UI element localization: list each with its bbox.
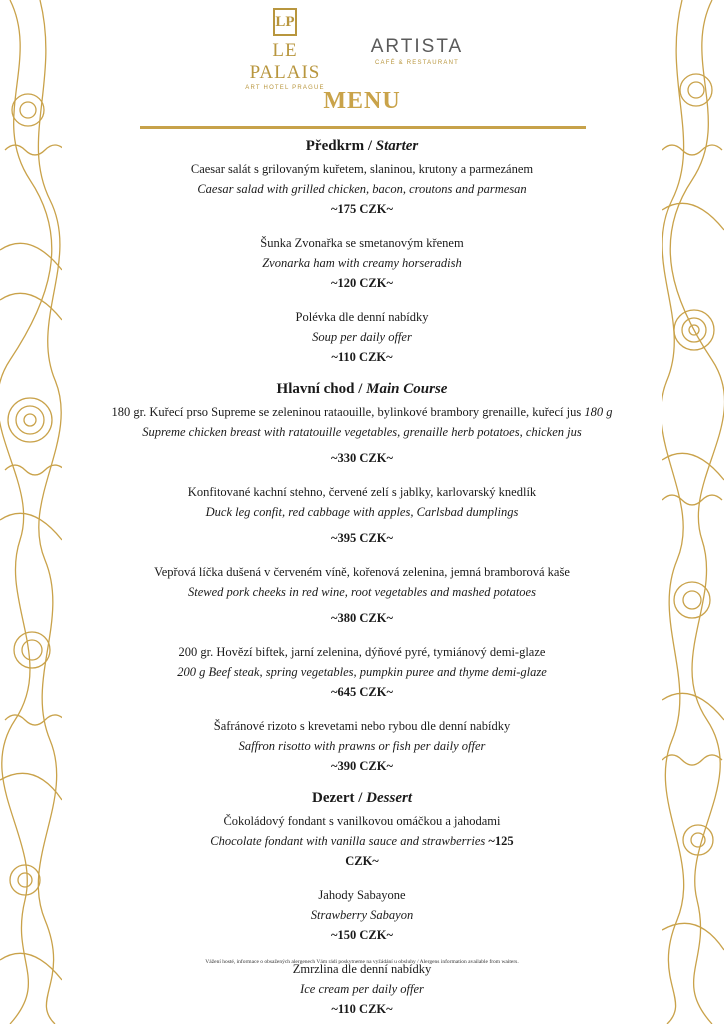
- item-price: ~110 CZK~: [331, 1002, 393, 1016]
- item-name-en: Supreme chicken breast with ratatouille vegetables, grenaille herb potatoes, chicken jus: [142, 425, 582, 439]
- item-price: ~120 CZK~: [331, 276, 393, 290]
- logo-bar: [62, 6, 662, 91]
- section-heading-main-course: Hlavní chod / Main Course: [276, 381, 448, 397]
- item-name-cz: Polévka dle denní nabídky: [295, 310, 429, 324]
- item-name-cz: Jahody Sabayone: [318, 888, 406, 902]
- item-name-en: Zvonarka ham with creamy horseradish: [262, 256, 462, 270]
- item-name-cz: Vepřová líčka dušená v červeném víně, kořenová zelenina, jemná bramborová kaše: [154, 565, 570, 579]
- item-name-cz: 200 gr. Hovězí biftek, jarní zelenina, dýňové pyré, tymiánový demi-glaze: [178, 645, 546, 659]
- menu-item: [62, 959, 662, 1019]
- menu-item: [62, 159, 662, 219]
- item-price: ~390 CZK~: [331, 759, 393, 773]
- item-name-en: Chocolate fondant with vanilla sauce and strawberries ~125: [210, 834, 514, 848]
- le-palais-monogram-icon: LP: [273, 8, 297, 36]
- item-name-cz: 180 gr. Kuřecí prso Supreme se zeleninou rataouille, bylinkové brambory grenaille, kuřecí jus 180 g: [111, 405, 613, 419]
- item-price: ~150 CZK~: [331, 928, 393, 942]
- menu-body: [62, 138, 662, 1019]
- menu-item: [62, 885, 662, 945]
- item-name-cz: Caesar salát s grilovaným kuřetem, slaninou, krutony a parmezánem: [190, 162, 534, 176]
- le-palais-subtitle: ART HOTEL PRAGUE: [245, 85, 325, 91]
- item-name-en: Caesar salad with grilled chicken, bacon, croutons and parmesan: [197, 182, 527, 196]
- menu-item: [62, 482, 662, 548]
- item-price: ~645 CZK~: [331, 685, 393, 699]
- item-name-en: Stewed pork cheeks in red wine, root vegetables and mashed potatoes: [188, 585, 536, 599]
- item-name-cz: Zmrzlina dle denní nabídky: [292, 962, 432, 976]
- item-name-cz: Čokoládový fondant s vanilkovou omáčkou a jahodami: [223, 814, 501, 828]
- item-price-continued: CZK~: [345, 854, 379, 868]
- menu-item: [62, 402, 662, 468]
- item-name-en: 200 g Beef steak, spring vegetables, pumpkin puree and thyme demi-glaze: [177, 665, 547, 679]
- item-name-en: Duck leg confit, red cabbage with apples, Carlsbad dumplings: [205, 505, 519, 519]
- section-heading-dessert: Dezert / Dessert: [312, 790, 412, 806]
- item-name-en: Ice cream per daily offer: [300, 982, 424, 996]
- title-divider: [140, 126, 586, 129]
- le-palais-name: LE PALAIS: [249, 40, 321, 83]
- le-palais-logo: [240, 8, 330, 91]
- menu-item: [62, 233, 662, 293]
- menu-title: MENU: [323, 88, 401, 114]
- item-price: ~110 CZK~: [331, 350, 393, 364]
- item-price: ~330 CZK~: [331, 451, 393, 465]
- ornamental-border-left: [0, 0, 62, 1024]
- item-price: ~380 CZK~: [331, 611, 393, 625]
- item-price: ~395 CZK~: [331, 531, 393, 545]
- item-name-cz: Konfitované kachní stehno, červené zelí s jablky, karlovarský knedlík: [187, 485, 537, 499]
- item-name-en: Saffron risotto with prawns or fish per daily offer: [238, 739, 486, 753]
- artista-logo: [362, 36, 472, 66]
- artista-name: ARTISTA: [370, 36, 464, 57]
- allergen-footnote: Vážení hosté, informace o obsažených alergenech Vám rádi poskytneme na vyžádání u obsluhy / Alergens information available from waiters.: [205, 959, 519, 965]
- menu-item: [62, 562, 662, 628]
- menu-item: [62, 716, 662, 776]
- ornamental-border-right: [662, 0, 724, 1024]
- menu-item: [62, 307, 662, 367]
- item-name-cz: Šafránové rizoto s krevetami nebo rybou dle denní nabídky: [213, 719, 511, 733]
- item-name-en: Soup per daily offer: [312, 330, 412, 344]
- menu-page: [62, 0, 662, 1024]
- menu-item: [62, 811, 662, 871]
- item-name-cz: Šunka Zvonařka se smetanovým křenem: [260, 236, 464, 250]
- artista-subtitle: CAFÉ & RESTAURANT: [375, 60, 459, 66]
- section-heading-starter: Předkrm / Starter: [305, 138, 419, 154]
- menu-item: [62, 642, 662, 702]
- item-price: ~125: [488, 834, 514, 848]
- item-price: ~175 CZK~: [331, 202, 393, 216]
- item-name-en: Strawberry Sabayon: [310, 908, 414, 922]
